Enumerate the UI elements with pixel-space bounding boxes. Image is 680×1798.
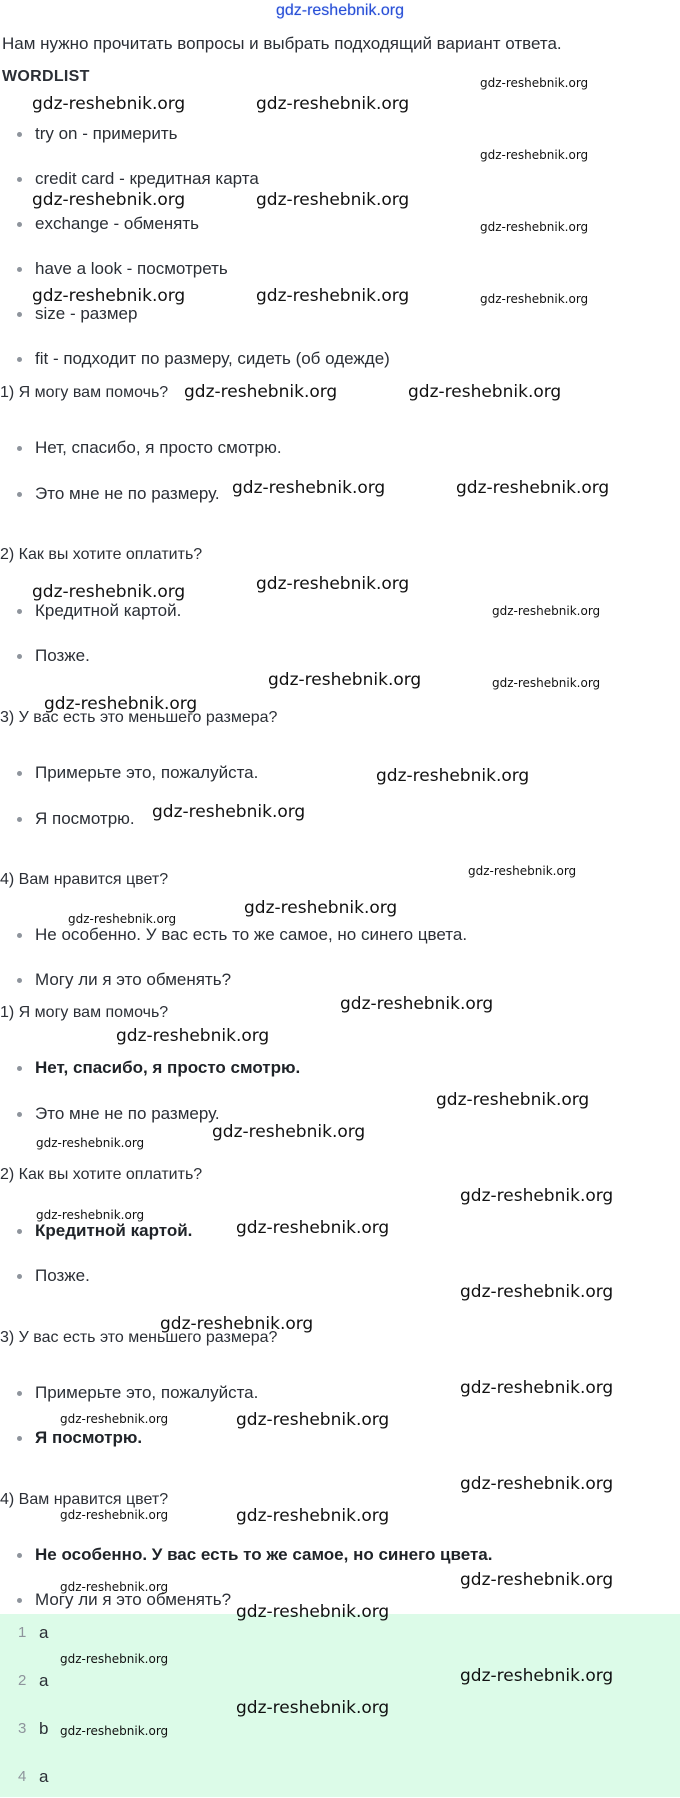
watermark: gdz-reshebnik.org	[160, 1314, 314, 1334]
watermark: gdz-reshebnik.org	[236, 1506, 390, 1526]
watermark: gdz-reshebnik.org	[460, 1666, 614, 1686]
watermark: gdz-reshebnik.org	[236, 1218, 390, 1238]
watermark: gdz-reshebnik.org	[36, 1136, 145, 1150]
bullet-icon	[17, 222, 22, 227]
watermark: gdz-reshebnik.org	[460, 1186, 614, 1206]
watermark: gdz-reshebnik.org	[376, 766, 530, 786]
watermark: gdz-reshebnik.org	[184, 382, 338, 402]
bullet-icon	[17, 1553, 22, 1558]
bullet-icon	[17, 771, 22, 776]
watermark: gdz-reshebnik.org	[60, 1580, 169, 1594]
bullet-icon	[17, 1436, 22, 1441]
watermark: gdz-reshebnik.org	[480, 292, 589, 306]
watermark: gdz-reshebnik.org	[456, 478, 610, 498]
answer-number: 1	[18, 1624, 27, 1641]
answer-value: a	[39, 1767, 49, 1786]
watermark: gdz-reshebnik.org	[480, 220, 589, 234]
answer-value: b	[39, 1719, 49, 1738]
bullet-icon	[17, 492, 22, 497]
answer-value: a	[39, 1671, 49, 1690]
watermark: gdz-reshebnik.org	[340, 994, 494, 1014]
bullet-icon	[17, 177, 22, 182]
question-1: 1) Я могу вам помочь?	[0, 384, 169, 401]
bullet-icon	[17, 1598, 22, 1603]
watermark: gdz-reshebnik.org	[236, 1602, 390, 1622]
bullet-icon	[17, 132, 22, 137]
bullet-icon	[17, 267, 22, 272]
watermark: gdz-reshebnik.org	[480, 148, 589, 162]
solved-question-2: 2) Как вы хотите оплатить?	[0, 1166, 203, 1183]
watermark: gdz-reshebnik.org	[492, 676, 601, 690]
watermark: gdz-reshebnik.org	[60, 1652, 169, 1666]
watermark: gdz-reshebnik.org	[460, 1378, 614, 1398]
answer-number: 4	[18, 1768, 27, 1785]
watermark: gdz-reshebnik.org	[236, 1410, 390, 1430]
intro-text: Нам нужно прочитать вопросы и выбрать подходящий вариант ответа.	[2, 34, 562, 53]
watermark: gdz-reshebnik.org	[256, 286, 410, 306]
bullet-icon	[17, 1391, 22, 1396]
watermark: gdz-reshebnik.org	[480, 76, 589, 90]
bullet-icon	[17, 312, 22, 317]
watermark: gdz-reshebnik.org	[232, 478, 386, 498]
watermark: gdz-reshebnik.org	[60, 1508, 169, 1522]
answer-row	[0, 1758, 680, 1798]
question-2: 2) Как вы хотите оплатить?	[0, 546, 203, 563]
bullet-icon	[17, 609, 22, 614]
watermark: gdz-reshebnik.org	[32, 190, 186, 210]
answer-number: 2	[18, 1672, 27, 1689]
watermark: gdz-reshebnik.org	[256, 94, 410, 114]
answer-number: 3	[18, 1720, 27, 1737]
bullet-icon	[17, 978, 22, 983]
bullet-icon	[17, 1274, 22, 1279]
wordlist-title: WORDLIST	[2, 68, 90, 85]
watermark: gdz-reshebnik.org	[60, 1412, 169, 1426]
watermark: gdz-reshebnik.org	[256, 574, 410, 594]
bullet-icon	[17, 817, 22, 822]
question-3: 3) У вас есть это меньшего размера?	[0, 709, 278, 726]
watermark: gdz-reshebnik.org	[36, 1208, 145, 1222]
bullet-icon	[17, 357, 22, 362]
bullet-icon	[17, 1229, 22, 1234]
watermark: gdz-reshebnik.org	[32, 94, 186, 114]
watermark: gdz-reshebnik.org	[468, 864, 577, 878]
watermark: gdz-reshebnik.org	[268, 670, 422, 690]
bullet-icon	[17, 1112, 22, 1117]
bullet-icon	[17, 654, 22, 659]
watermark: gdz-reshebnik.org	[32, 582, 186, 602]
answer-value: a	[39, 1623, 49, 1642]
watermark: gdz-reshebnik.org	[460, 1282, 614, 1302]
watermark: gdz-reshebnik.org	[256, 190, 410, 210]
watermark: gdz-reshebnik.org	[460, 1474, 614, 1494]
solved-question-4: 4) Вам нравится цвет?	[0, 1491, 169, 1508]
watermark: gdz-reshebnik.org	[116, 1026, 270, 1046]
watermark: gdz-reshebnik.org	[408, 382, 562, 402]
watermark: gdz-reshebnik.org	[244, 898, 398, 918]
bullet-icon	[17, 446, 22, 451]
solved-question-1: 1) Я могу вам помочь?	[0, 1004, 169, 1021]
watermark: gdz-reshebnik.org	[32, 286, 186, 306]
watermark: gdz-reshebnik.org	[236, 1698, 390, 1718]
bullet-icon	[17, 1066, 22, 1071]
watermark: gdz-reshebnik.org	[212, 1122, 366, 1142]
watermark: gdz-reshebnik.org	[436, 1090, 590, 1110]
watermark: gdz-reshebnik.org	[44, 694, 198, 714]
bullet-icon	[17, 933, 22, 938]
watermark: gdz-reshebnik.org	[68, 912, 177, 926]
site-link[interactable]: gdz-reshebnik.org	[275, 2, 405, 19]
question-4: 4) Вам нравится цвет?	[0, 871, 169, 888]
watermark: gdz-reshebnik.org	[492, 604, 601, 618]
watermark: gdz-reshebnik.org	[460, 1570, 614, 1590]
watermark: gdz-reshebnik.org	[152, 802, 306, 822]
solved-question-3: 3) У вас есть это меньшего размера?	[0, 1329, 278, 1346]
watermark: gdz-reshebnik.org	[60, 1724, 169, 1738]
